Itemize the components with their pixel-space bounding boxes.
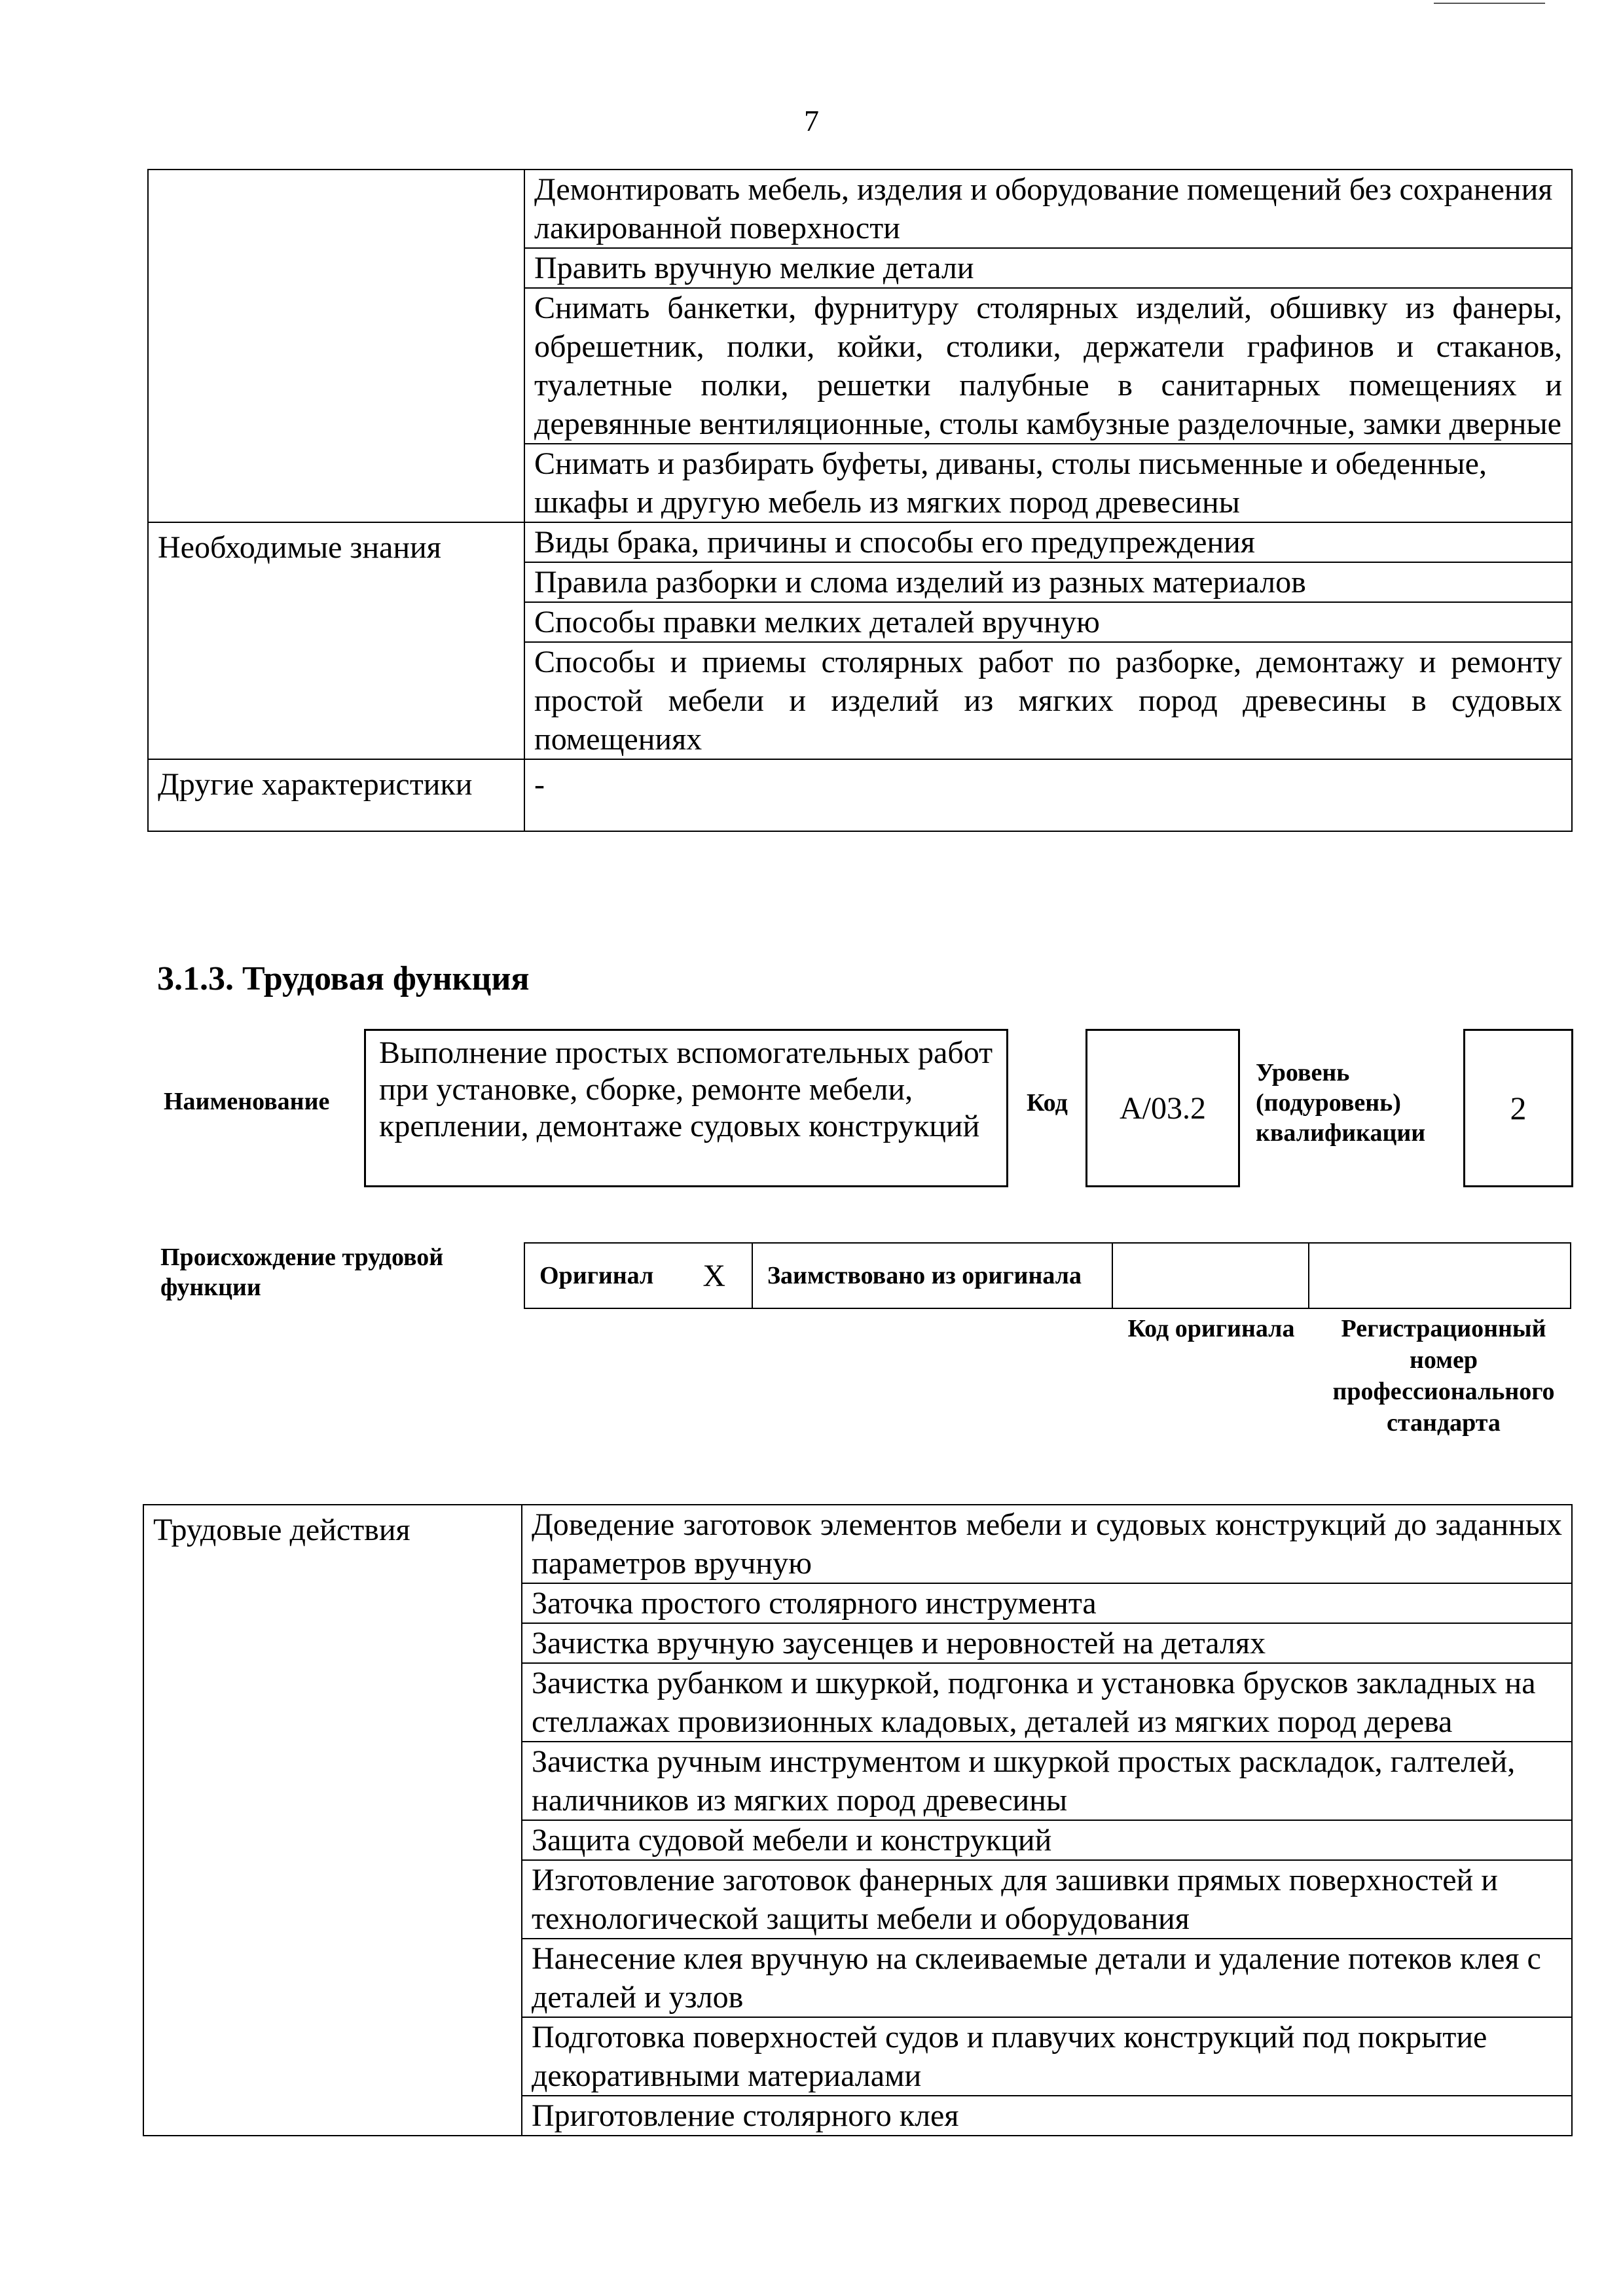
table-cell: Подготовка поверхностей судов и плавучих конструкций под покрытие декоративными материалами [522, 2017, 1572, 2096]
labor-actions-table [143, 1504, 1573, 2136]
code-value-box: А/03.2 [1085, 1029, 1240, 1187]
table-cell: Снимать банкетки, фурнитуру столярных изделий, обшивку из фанеры, обрешетник, полки, койки, столики, держатели графинов и стаканов, туалетные полки, решетки палубные в санитарных помещениях и деревянные вентиляционные, столы камбузные разделочные, замки дверные [524, 288, 1572, 444]
table-cell: Заточка простого столярного инструмента [522, 1583, 1572, 1623]
table-cell: Виды брака, причины и способы его предупреждения [524, 522, 1572, 562]
origin-label: Происхождение трудовой функции [160, 1244, 444, 1301]
level-label: Уровень (подуровень) квалификации [1256, 1059, 1426, 1147]
table-cell: Править вручную мелкие детали [524, 248, 1572, 288]
original-code-cell [1113, 1244, 1309, 1308]
borrowed-cell: Заимствовано из оригинала [753, 1244, 1113, 1308]
row-label-other: Другие характеристики [148, 759, 524, 831]
table-row [143, 1505, 1572, 1583]
code-label: Код [1027, 1089, 1068, 1117]
table-cell: Способы и приемы столярных работ по разборке, демонтажу и ремонту простой мебели и изделий из мягких пород древесины в судовых помещениях [524, 642, 1572, 759]
level-value-box: 2 [1463, 1029, 1573, 1187]
original-label: Оригинал [539, 1262, 654, 1289]
original-cell [525, 1244, 753, 1308]
table-cell: Защита судовой мебели и конструкций [522, 1820, 1572, 1860]
skills-knowledge-table [147, 169, 1573, 832]
table-row [148, 522, 1572, 562]
table-cell: Снимать и разбирать буфеты, диваны, столы письменные и обеденные, шкафы и другую мебель из мягких пород древесины [524, 444, 1572, 522]
table-cell: Правила разборки и слома изделий из разных материалов [524, 562, 1572, 602]
table-cell: Зачистка вручную заусенцев и неровностей на деталях [522, 1623, 1572, 1663]
table-cell: Демонтировать мебель, изделия и оборудование помещений без сохранения лакированной поверхности [524, 170, 1572, 248]
table-row [148, 170, 1572, 248]
table-row [148, 759, 1572, 831]
row-label-actions: Трудовые действия [143, 1505, 522, 2136]
function-name-box: Выполнение простых вспомогательных работ при установке, сборке, ремонте мебели, креплении, демонтаже судовых конструкций [364, 1029, 1008, 1187]
table-cell: Доведение заготовок элементов мебели и судовых конструкций до заданных параметров вручную [522, 1505, 1572, 1583]
reg-caption: Регистрационный номер профессионального стандарта [1332, 1315, 1555, 1437]
page-number: 7 [804, 104, 819, 137]
table-cell: Нанесение клея вручную на склеиваемые детали и удаление потеков клея с деталей и узлов [522, 1939, 1572, 2017]
table-cell: - [524, 759, 1572, 831]
table-cell: Изготовление заготовок фанерных для зашивки прямых поверхностей и технологической защиты мебели и оборудования [522, 1860, 1572, 1939]
table-cell: Способы правки мелких деталей вручную [524, 602, 1572, 642]
row-label-empty [148, 170, 524, 522]
origin-box [524, 1242, 1571, 1309]
original-mark: X [702, 1258, 725, 1293]
section-heading: 3.1.3. Трудовая функция [157, 960, 530, 997]
row-label-knowledge: Необходимые знания [148, 522, 524, 759]
top-rule [1434, 3, 1545, 4]
table-cell: Приготовление столярного клея [522, 2096, 1572, 2136]
code-caption: Код оригинала [1127, 1315, 1295, 1342]
table-cell: Зачистка рубанком и шкуркой, подгонка и установка брусков закладных на стеллажах провизионных кладовых, деталей из мягких пород дерева [522, 1663, 1572, 1742]
reg-number-cell [1309, 1244, 1570, 1308]
table-cell: Зачистка ручным инструментом и шкуркой простых раскладок, галтелей, наличников из мягких пород древесины [522, 1742, 1572, 1820]
name-label: Наименование [164, 1088, 330, 1115]
